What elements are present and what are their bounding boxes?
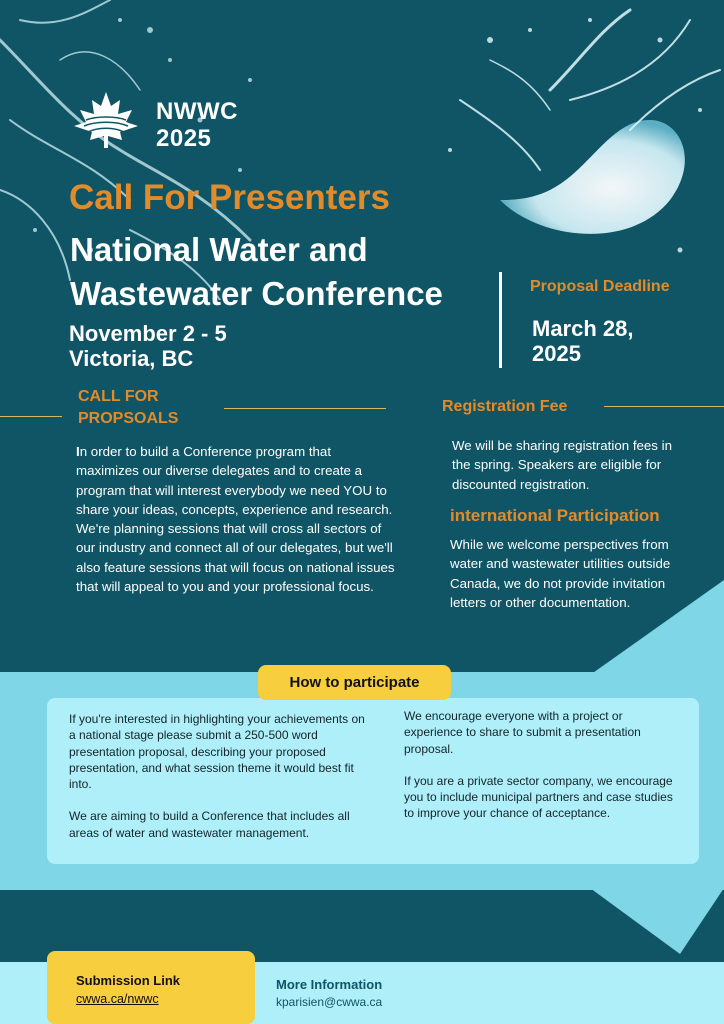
logo-line-2: 2025	[156, 125, 212, 152]
vertical-divider	[499, 272, 502, 368]
maple-leaf-logo-icon	[72, 90, 140, 148]
event-dates: November 2 - 5	[69, 321, 227, 346]
registration-fee-body: We will be sharing registration fees in the spring. Speakers are eligible for discounted registration.	[452, 438, 672, 492]
submission-link[interactable]: cwwa.ca/nwwc	[76, 992, 159, 1006]
international-participation-body: While we welcome perspectives from water and wastewater utilities outside Canada, we do not provide invitation letters or other documentation.	[450, 537, 671, 610]
participate-left-p2: We are aiming to build a Conference that includes all areas of water and wastewater management.	[69, 809, 350, 840]
event-location: Victoria, BC	[69, 346, 194, 371]
how-to-participate-label: How to participate	[258, 665, 451, 700]
proposal-deadline-date	[532, 316, 702, 366]
triangle-decoration-bottom	[590, 888, 724, 954]
event-dates-location	[69, 321, 227, 371]
divider-right	[604, 406, 724, 407]
divider-left-short	[0, 416, 62, 417]
proposal-deadline-label: Proposal Deadline	[530, 278, 670, 295]
participate-right-p2: If you are a private sector company, we encourage you to include municipal partners and case studies to improve your chance of acceptance.	[404, 773, 673, 821]
participate-left-p1: If you're interested in highlighting your achievements on a national stage please submit a 250-500 word presentation proposal, describing your proposed presentation, and what session theme it would best fit into.	[69, 712, 365, 792]
deadline-line-1: March 28,	[532, 316, 634, 341]
submission-link-label: Submission Link	[76, 973, 181, 988]
participate-right-p1: We encourage everyone with a project or experience to share to submit a presentation proposal.	[404, 709, 641, 756]
drop-letter: I	[76, 444, 80, 459]
contact-email-link[interactable]: kparisien@cwwa.ca	[276, 995, 383, 1009]
logo	[72, 90, 262, 150]
international-participation-heading: international Participation	[450, 506, 660, 525]
cfp-heading-line-2: PROPSOALS	[78, 410, 179, 427]
participate-right-column	[404, 708, 674, 822]
call-for-proposals-body	[76, 442, 396, 596]
cfp-heading-line-1: CALL FOR	[78, 388, 159, 405]
more-information-label: More Information	[276, 977, 383, 992]
call-for-proposals-heading	[78, 386, 178, 430]
deadline-line-2: 2025	[532, 341, 581, 366]
divider-left-long	[224, 408, 386, 409]
participate-left-column	[69, 711, 374, 841]
call-for-presenters-title: Call For Presenters	[69, 178, 390, 217]
conference-title: National Water and Wastewater Conference	[70, 231, 443, 312]
registration-fee-heading: Registration Fee	[442, 398, 568, 415]
logo-line-1: NWWC	[156, 98, 238, 125]
cfp-body-text: n order to build a Conference program that maximizes our diverse delegates and to create a program that will interest everybody we need YOU to share your ideas, concepts, experience and research. We're planning sessions that will cross all sectors of our industry and connect all of our delegates, but we'll also feature sessions that will focus on national issues that will appeal to you and your professional focus.	[76, 444, 395, 595]
